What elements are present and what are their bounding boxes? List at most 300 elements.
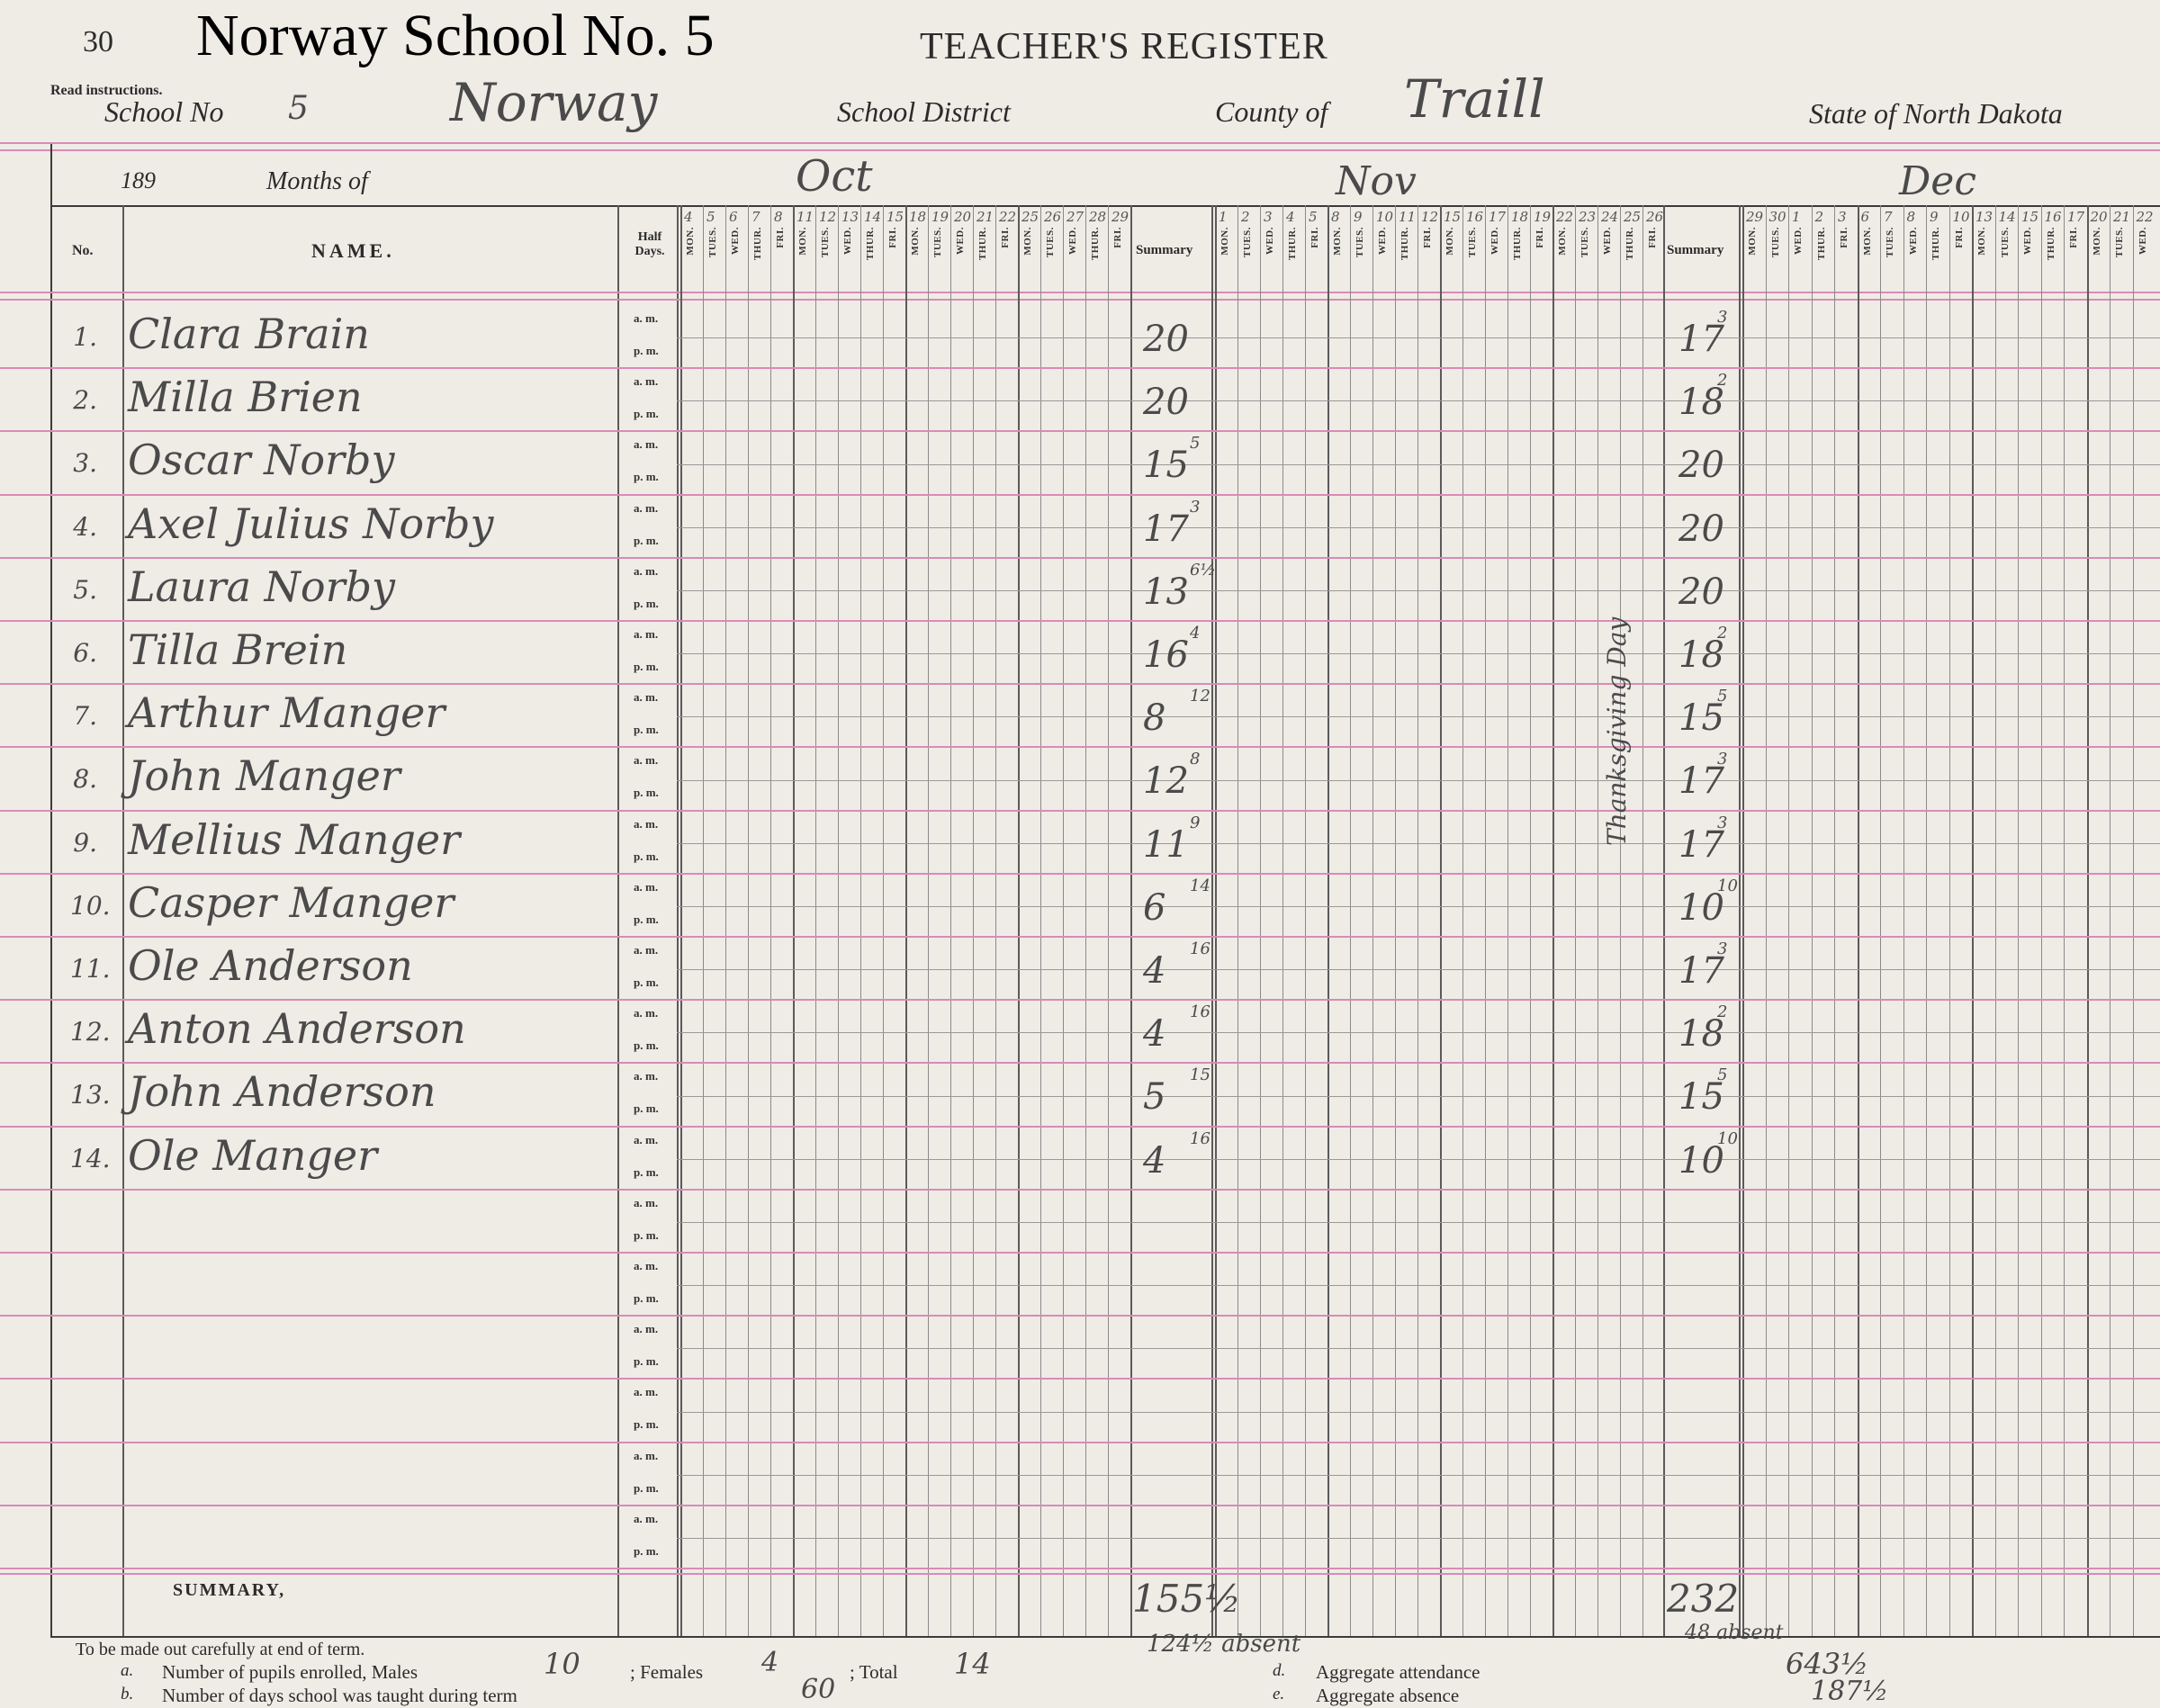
oct-grand-total: 155½ [1132,1577,1241,1621]
nov-summary-absent: 3 [1717,750,1728,769]
header-rule [0,142,2160,144]
nov-summary-absent: 3 [1717,939,1728,958]
day-column-divider [1858,205,1859,1636]
am-label: a. m. [634,1448,659,1462]
row-rule [0,557,2160,559]
pm-label: p. m. [634,407,659,421]
footer-line-b-label: Number of days school was taught during term [162,1685,518,1706]
weekday-label: TUES. [1885,227,1895,257]
row-rule [0,1189,2160,1191]
footer-line-e-prefix: e. [1273,1685,1285,1704]
oct-summary-right [1211,205,1213,1636]
nov-summary-value: 17 [1678,319,1724,360]
day-number: 4 [1286,209,1295,225]
day-number: 20 [954,209,972,225]
pm-label: p. m. [634,912,659,926]
oct-summary-absent: 9 [1190,813,1201,832]
oct-summary-value: 4 [1143,1139,1166,1182]
pm-label: p. m. [634,1227,659,1242]
nov-summary-value: 10 [1678,886,1724,929]
nov-summary-value: 17 [1678,760,1724,803]
school-no-value: 5 [288,90,309,127]
pm-label: p. m. [634,1164,659,1179]
oct-summary-value: 6 [1143,886,1166,929]
half-day-rule [677,843,2160,844]
weekday-label: FRI. [1422,227,1433,248]
day-number: 1 [1219,209,1228,225]
day-column-divider [815,205,816,1636]
oct-summary-absent: 8 [1190,750,1201,769]
weekday-label: TUES. [2114,227,2125,257]
county-value: Traill [1404,68,1545,130]
day-column-divider [1788,205,1789,1636]
weekday-label: THUR. [1930,227,1941,261]
pupil-name: Axel Julius Norby [128,499,494,548]
day-number: 13 [1976,209,1994,225]
weekday-label: TUES. [707,227,718,257]
weekday-label: WED. [2137,227,2148,256]
day-column-divider [2041,205,2042,1636]
pupil-name: Casper Manger [128,877,454,927]
am-label: a. m. [634,690,659,705]
females-count: 4 [761,1647,779,1678]
month-nov: Nov [1336,158,1417,204]
weekday-label: FRI. [1112,227,1123,248]
day-column-divider [2018,205,2019,1636]
weekday-label: WED. [1602,227,1613,256]
am-label: a. m. [634,437,659,452]
nov-summary-value: 20 [1678,445,1724,487]
pupil-number: 14. [70,1143,111,1173]
oct-summary-value: 11 [1143,823,1189,866]
day-number: 8 [1331,209,1340,225]
row-rule [0,430,2160,432]
day-number: 9 [1930,209,1939,225]
pupil-name: Mellius Manger [128,814,461,864]
day-number: 26 [1646,209,1664,225]
day-column-divider [1372,205,1373,1636]
oct-summary-value: 5 [1143,1076,1166,1119]
oct-summary-absent: 3 [1190,497,1201,517]
day-number: 13 [842,209,860,225]
day-number: 22 [1556,209,1574,225]
females-label: ; Females [630,1661,704,1683]
no-column-header: No. [72,243,94,258]
weekday-label: TUES. [1999,227,2011,257]
oct-summary-value: 12 [1143,760,1189,803]
weekday-label: MON. [1747,227,1758,256]
am-label: a. m. [634,563,659,578]
oct-summary-value: 15 [1143,445,1189,487]
day-column-divider [883,205,884,1636]
am-label: a. m. [634,500,659,515]
weekday-label: THUR. [1400,227,1410,261]
half-day-rule [677,1285,2160,1286]
aggregate-attendance: 643½ [1786,1647,1869,1681]
pm-label: p. m. [634,1101,659,1116]
day-number: 8 [1906,209,1916,225]
day-column-divider [1462,205,1463,1636]
halfdays-column-header: Half Days. [634,230,665,258]
oct-summary-absent: 4 [1190,624,1201,643]
day-number: 4 [684,209,693,225]
oct-summary-value: 17 [1143,508,1189,550]
months-label: Months of [266,167,368,195]
row-rule [0,1442,2160,1443]
weekday-label: MON. [1976,227,1987,256]
row-rule [0,1505,2160,1506]
am-label: a. m. [634,1069,659,1083]
no-column-divider [122,205,124,1636]
day-column-divider [680,205,682,1636]
weekday-label: TUES. [1045,227,1056,257]
am-label: a. m. [634,374,659,389]
name-column-header: NAME. [311,239,395,262]
pupil-number: 5. [73,574,97,605]
nov-summary-absent: 2 [1717,1002,1728,1022]
day-number: 18 [909,209,927,225]
pm-label: p. m. [634,849,659,863]
pm-label: p. m. [634,975,659,989]
weekday-label: FRI. [1534,227,1545,248]
day-column-divider [1620,205,1621,1636]
pm-label: p. m. [634,1291,659,1305]
oct-summary-value: 20 [1143,319,1189,360]
half-day-rule [677,716,2160,717]
weekday-label: FRI. [1000,227,1011,248]
am-label: a. m. [634,1006,659,1020]
pm-label: p. m. [634,1038,659,1053]
day-number: 1 [1792,209,1801,225]
day-column-divider [1305,205,1306,1636]
day-number: 5 [1309,209,1318,225]
row-rule [0,1568,2160,1569]
weekday-label: MON. [2091,227,2102,256]
oct-summary-value: 4 [1143,1013,1166,1056]
day-column-divider [838,205,839,1636]
weekday-label: FRI. [887,227,898,248]
day-column-divider [1328,205,1329,1636]
am-label: a. m. [634,1385,659,1399]
day-number: 11 [796,209,814,225]
weekday-label: MON. [1557,227,1568,256]
pupil-name: Ole Anderson [128,941,413,990]
thanksgiving-note: Thanksgiving Day [1602,616,1632,846]
half-day-rule [677,1475,2160,1476]
row-rule [0,620,2160,622]
table-bottom-rule [50,1636,2160,1638]
pupil-number: 3. [73,448,97,479]
pupil-name: Laura Norby [128,562,396,611]
day-column-divider [1485,205,1486,1636]
pupil-number: 10. [70,890,111,921]
weekday-label: MON. [1861,227,1873,256]
am-label: a. m. [634,1195,659,1209]
day-column-divider [1995,205,1996,1636]
oct-summary-absent: 16 [1190,939,1210,958]
weekday-label: THUR. [1287,227,1298,261]
half-day-rule [677,780,2160,781]
day-column-divider [2087,205,2089,1636]
day-column-divider [1834,205,1835,1636]
day-column-divider [725,205,726,1636]
school-no-label: School No [104,95,224,128]
nov-summary-value: 17 [1678,823,1724,866]
weekday-label: WED. [730,227,741,256]
nov-summary-absent: 2 [1717,371,1728,391]
day-number: 12 [1421,209,1439,225]
footer-instructions: To be made out carefully at end of term. [76,1640,365,1659]
day-column-divider [973,205,974,1636]
day-column-divider [1949,205,1950,1636]
weekday-label: TUES. [1580,227,1590,257]
day-column-divider [1395,205,1396,1636]
am-label: a. m. [634,1132,659,1146]
day-number: 21 [2113,209,2131,225]
day-number: 18 [1511,209,1529,225]
row-rule [0,1062,2160,1064]
day-column-divider [1812,205,1813,1636]
weekday-label: MON. [685,227,696,256]
half-day-rule [677,1159,2160,1160]
row-rule [0,1126,2160,1128]
day-number: 22 [2136,209,2154,225]
nov-summary-value: 17 [1678,950,1724,992]
am-label: a. m. [634,1322,659,1336]
row-rule [0,999,2160,1001]
day-number: 15 [2021,209,2039,225]
day-column-divider [2133,205,2134,1636]
am-label: a. m. [634,816,659,831]
weekday-label: WED. [2022,227,2033,256]
nov-summary-value: 10 [1678,1139,1724,1182]
weekday-label: FRI. [775,227,786,248]
day-column-divider [770,205,771,1636]
nov-absent-note: 48 absent [1685,1622,1784,1644]
day-column-divider [1742,205,1744,1636]
weekday-label: THUR. [1815,227,1827,261]
oct-summary-value: 4 [1143,950,1166,992]
weekday-label: THUR. [865,227,876,261]
oct-summary-value: 13 [1143,571,1189,613]
days-taught: 60 [801,1674,836,1705]
oct-summary-absent: 15 [1190,1065,1210,1085]
weekday-label: FRI. [1839,227,1850,248]
weekday-label: FRI. [1310,227,1320,248]
pupil-name: Milla Brien [128,373,363,422]
half-day-rule [677,1222,2160,1223]
summary-row-label: SUMMARY, [173,1580,286,1600]
row-rule [0,1252,2160,1254]
weekday-label: TUES. [1354,227,1365,257]
weekday-label: MON. [1332,227,1343,256]
day-column-divider [748,205,749,1636]
pm-label: p. m. [634,1543,659,1558]
weekday-label: THUR. [2045,227,2056,261]
weekday-label: FRI. [2068,227,2079,248]
pupil-name: Tilla Brein [128,625,348,674]
weekday-label: WED. [842,227,853,256]
day-number: 17 [1489,209,1507,225]
weekday-label: MON. [910,227,921,256]
males-count: 10 [544,1647,580,1681]
day-number: 3 [1264,209,1273,225]
day-column-divider [793,205,795,1636]
row-rule [0,810,2160,812]
day-number: 9 [1354,209,1363,225]
day-column-divider [1530,205,1531,1636]
nov-summary-value: 18 [1678,382,1724,424]
day-column-divider [1350,205,1351,1636]
day-column-divider [1575,205,1576,1636]
day-number: 3 [1838,209,1847,225]
day-column-divider [1926,205,1927,1636]
pupil-name: Ole Manger [128,1130,378,1180]
weekday-label: THUR. [1624,227,1635,261]
pupil-number: 8. [73,764,97,795]
oct-summary-absent: 5 [1190,434,1201,454]
day-number: 17 [2067,209,2085,225]
weekday-label: MON. [1022,227,1033,256]
month-oct: Oct [796,151,873,202]
day-number: 14 [864,209,882,225]
pupil-number: 6. [73,638,97,668]
day-number: 6 [1860,209,1870,225]
district-label: School District [837,95,1011,128]
nov-summary-left [1663,205,1665,1636]
header-bottom-rule [0,299,2160,301]
nov-summary-header: Summary [1667,243,1724,257]
oct-summary-absent: 14 [1190,876,1210,895]
oct-summary-absent: 16 [1190,1128,1210,1148]
oct-summary-value: 16 [1143,634,1189,676]
day-column-divider [1215,205,1217,1636]
row-rule [0,494,2160,496]
pupil-number: 12. [70,1017,111,1047]
day-number: 6 [729,209,738,225]
day-number: 2 [1814,209,1824,225]
day-number: 21 [976,209,994,225]
day-number: 23 [1579,209,1597,225]
weekday-label: TUES. [932,227,943,257]
day-number: 8 [774,209,783,225]
nov-summary-value: 15 [1678,1076,1724,1119]
month-dec: Dec [1899,158,1976,204]
day-column-divider [860,205,861,1636]
oct-summary-header: Summary [1136,243,1193,257]
pupil-number: 13. [70,1080,111,1110]
half-day-rule [677,1032,2160,1033]
pm-label: p. m. [634,344,659,357]
pupil-number: 4. [73,511,97,542]
pupil-name: Arthur Manger [128,688,446,738]
half-day-rule [677,653,2160,654]
pm-label: p. m. [634,1354,659,1369]
day-number: 27 [1066,209,1084,225]
nov-summary-absent: 3 [1717,308,1728,327]
footer-line-b-prefix: b. [121,1685,134,1704]
day-column-divider [1766,205,1767,1636]
nov-summary-absent: 2 [1717,624,1728,643]
day-number: 30 [1768,209,1786,225]
total-count: 14 [954,1647,991,1681]
day-column-divider [995,205,996,1636]
total-label: ; Total [850,1661,898,1683]
day-column-divider [1552,205,1554,1636]
row-rule [0,746,2160,748]
register-title: TEACHER'S REGISTER [920,26,1328,67]
day-number: 29 [1112,209,1130,225]
weekday-label: TUES. [1467,227,1478,257]
footer-line-a-label: Number of pupils enrolled, Males [162,1661,418,1683]
day-number: 22 [999,209,1017,225]
am-label: a. m. [634,1511,659,1525]
day-number: 10 [1952,209,1970,225]
weekday-label: MON. [1444,227,1455,256]
day-number: 24 [1601,209,1619,225]
pupil-name: Anton Anderson [128,1004,466,1054]
footer-line-a-prefix: a. [121,1661,134,1680]
day-column-divider [928,205,929,1636]
day-number: 12 [819,209,837,225]
page-number: 30 [83,25,113,58]
weekday-label: FRI. [1647,227,1658,248]
weekday-label: THUR. [752,227,763,261]
day-number: 14 [1998,209,2016,225]
weekday-label: WED. [955,227,966,256]
day-number: 11 [1399,209,1417,225]
day-number: 19 [932,209,950,225]
weekday-label: MON. [797,227,808,256]
half-day-rule [677,400,2160,401]
day-number: 26 [1044,209,1062,225]
day-number: 5 [706,209,716,225]
nov-summary-value: 20 [1678,571,1724,613]
row-rule [0,1315,2160,1317]
day-number: 20 [2090,209,2108,225]
am-label: a. m. [634,943,659,957]
oct-summary-value: 8 [1143,697,1166,740]
weekday-label: WED. [1793,227,1804,256]
footer-line-d-label: Aggregate attendance [1316,1661,1480,1683]
pupil-number: 7. [73,701,97,732]
half-day-rule [677,969,2160,970]
half-day-rule [677,1348,2160,1349]
half-day-rule [677,1412,2160,1413]
footer-line-e-label: Aggregate absence [1316,1685,1460,1706]
am-label: a. m. [634,753,659,768]
am-label: a. m. [634,311,659,325]
am-label: a. m. [634,879,659,894]
pupil-number: 9. [73,827,97,858]
weekday-label: TUES. [1242,227,1253,257]
day-number: 7 [752,209,760,225]
half-day-rule [677,906,2160,907]
row-rule [0,367,2160,369]
day-column-divider [1282,205,1283,1636]
half-day-rule [677,464,2160,465]
half-day-rule [677,337,2160,338]
day-column-divider [1972,205,1974,1636]
weekday-label: WED. [1067,227,1078,256]
row-rule [0,683,2160,685]
footer-line-d-prefix: d. [1273,1661,1286,1680]
weekday-label: THUR. [1512,227,1523,261]
weekday-label: TUES. [820,227,831,257]
oct-summary-absent: 12 [1190,687,1210,706]
nov-summary-absent: 10 [1717,1128,1738,1148]
pm-label: p. m. [634,470,659,484]
